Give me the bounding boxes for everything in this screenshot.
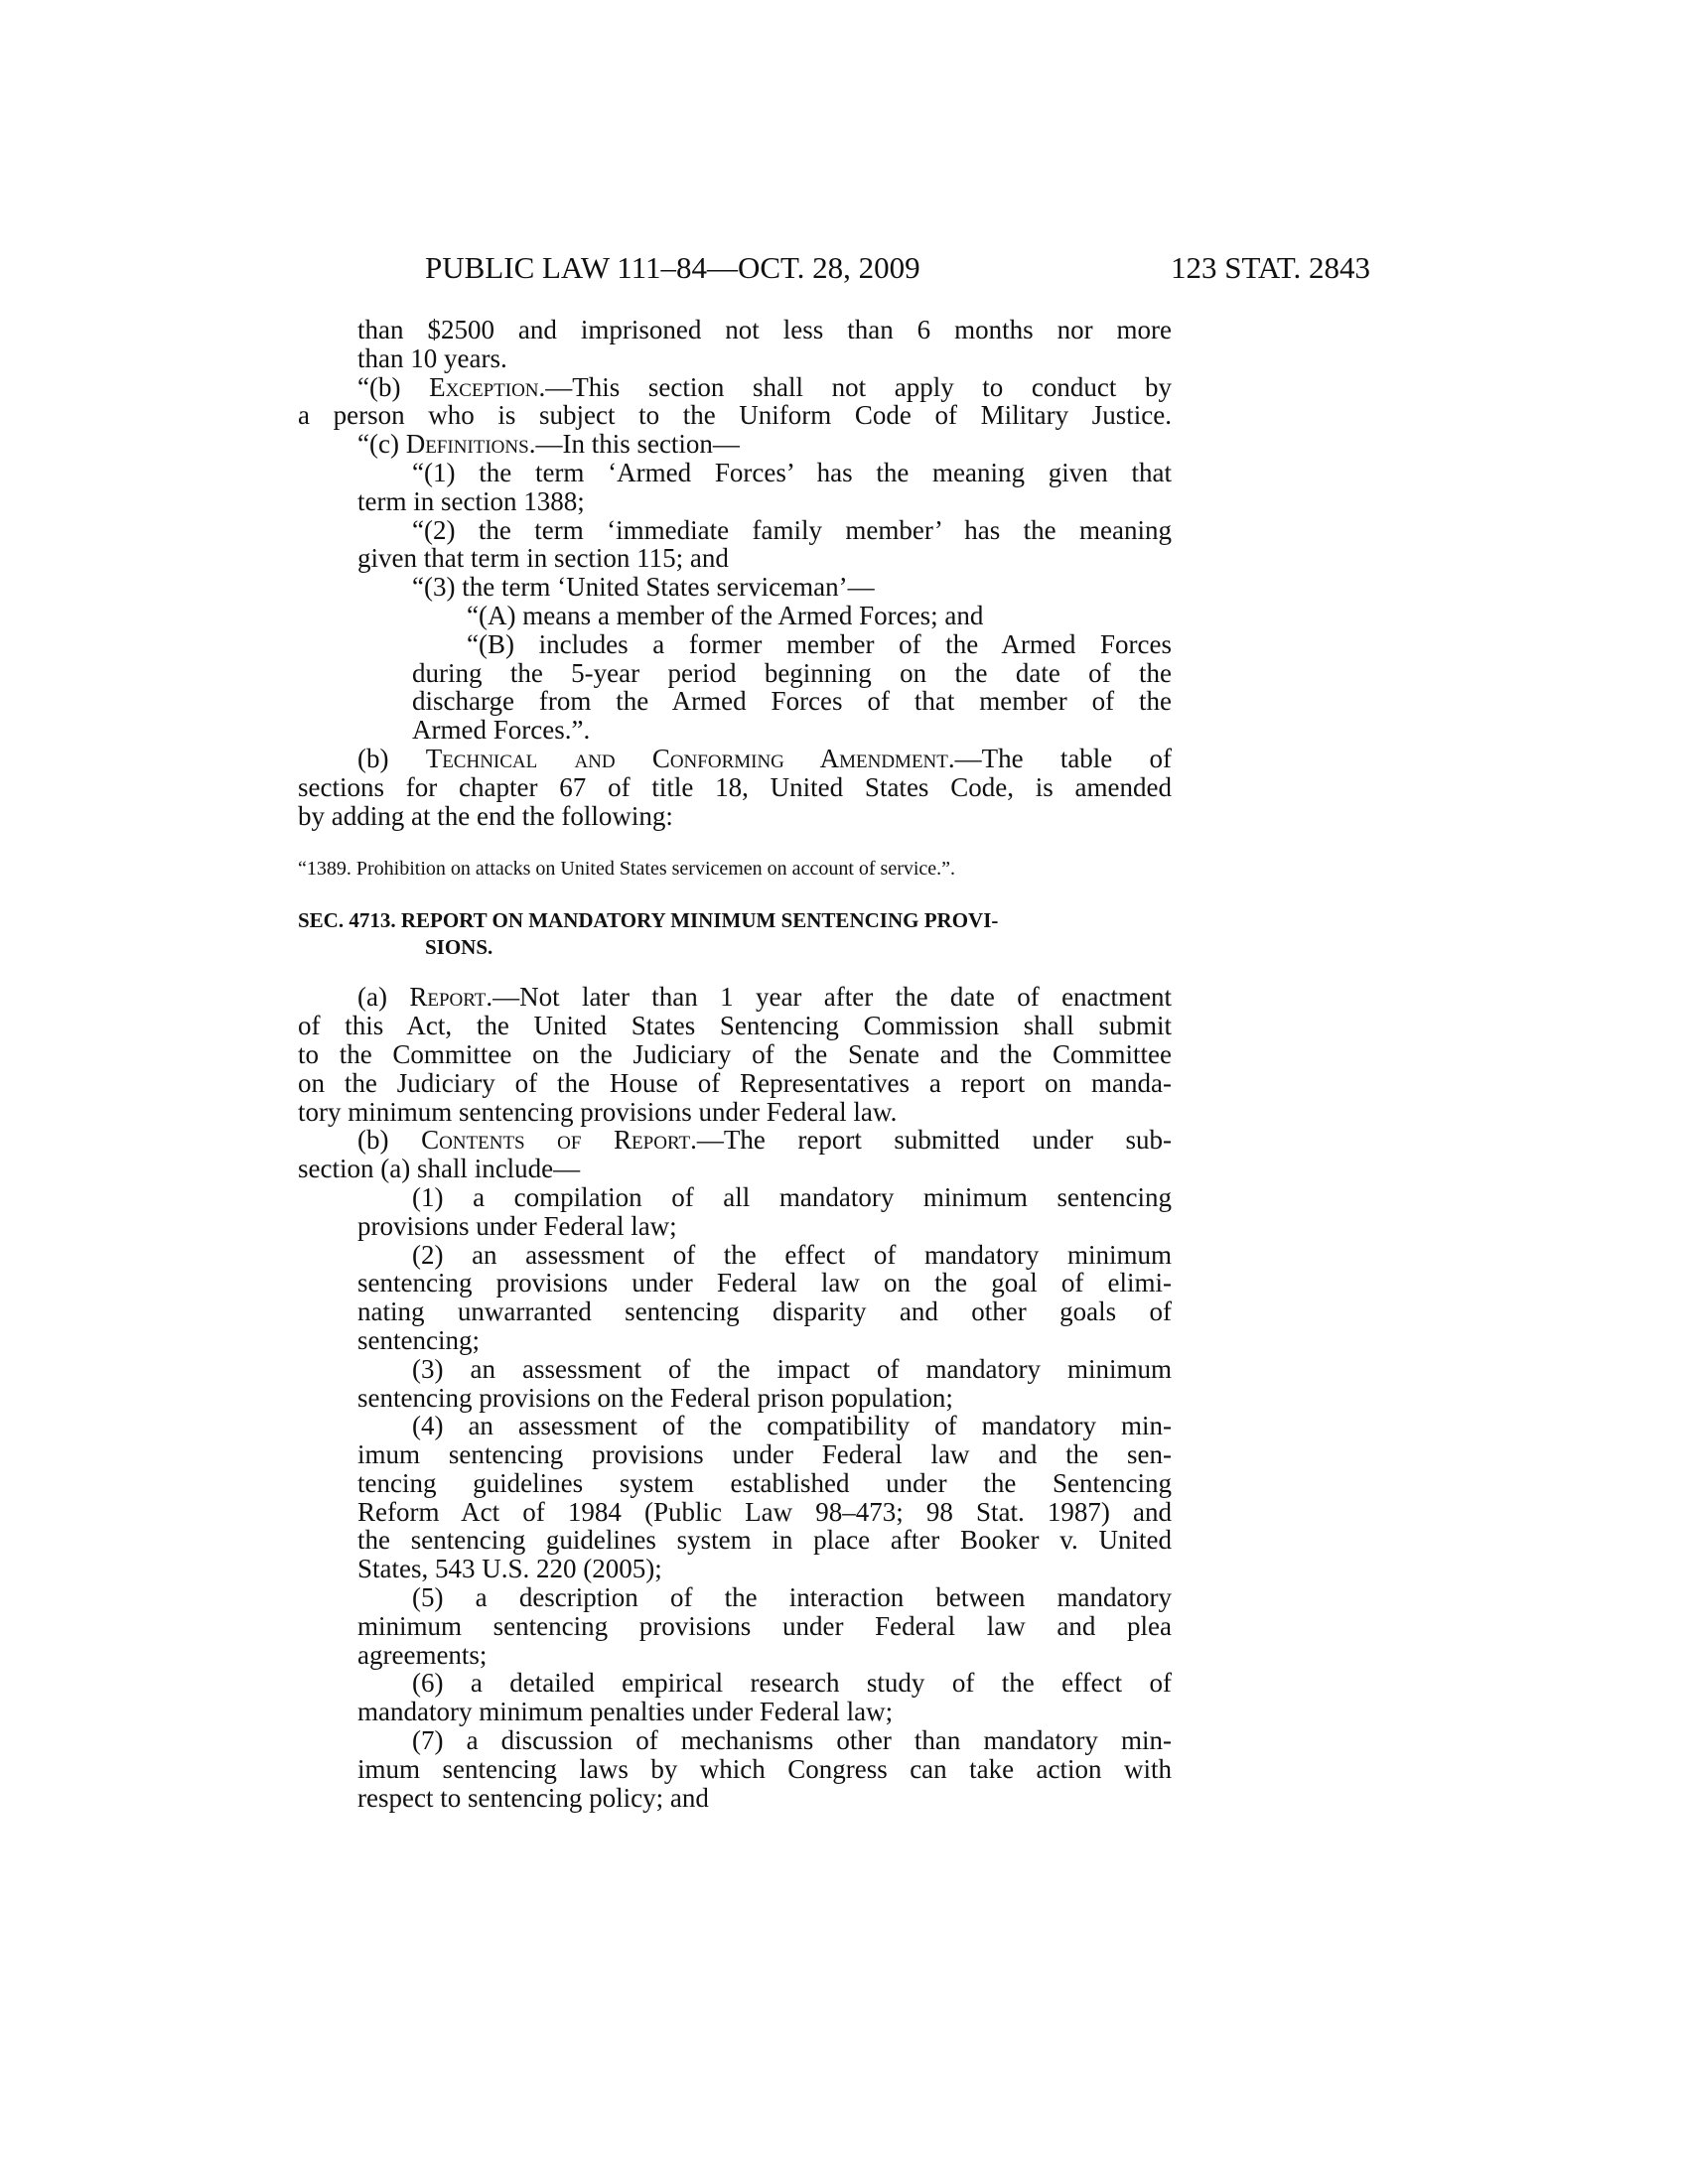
- text-line: Reform Act of 1984 (Public Law 98–473; 98 Stat. 1987) and: [357, 1496, 1172, 1527]
- paragraph-line: “(3) the term ‘United States serviceman’—: [412, 572, 875, 603]
- text-line: of this Act, the United States Sentencing Commission shall submit: [298, 1011, 1172, 1041]
- text-line: on the Judiciary of the House of Representatives a report on manda-: [298, 1067, 1172, 1098]
- stat-page-reference: 123 STAT. 2843: [1170, 250, 1370, 285]
- subsection-heading: Definitions: [405, 429, 529, 460]
- section-heading: [298, 907, 1172, 961]
- paragraph-line: “(1) the term ‘Armed Forces’ has the meaning given that: [412, 457, 1172, 487]
- text-line: given that term in section 115; and: [357, 543, 729, 574]
- subsection-heading: Contents of Report: [421, 1125, 691, 1156]
- paragraph-line: (1) a compilation of all mandatory minimum sentencing: [412, 1181, 1172, 1212]
- text-line: to the Committee on the Judiciary of the Senate and the Committee: [298, 1038, 1172, 1069]
- text-line: sentencing;: [357, 1324, 480, 1355]
- subsection-text: .—The report submitted under sub-: [690, 1125, 1173, 1156]
- subsection-label: (a): [357, 982, 387, 1013]
- text-line: sections for chapter 67 of title 18, United States Code, is amended: [298, 771, 1172, 802]
- subsection-heading: Report: [409, 982, 487, 1013]
- text-line: imum sentencing provisions under Federal law and the sen-: [357, 1439, 1172, 1470]
- text-line: imum sentencing laws by which Congress can take action with: [357, 1753, 1172, 1784]
- text-line: the sentencing guidelines system in place after Booker v. United: [357, 1525, 1172, 1556]
- subsection-label: “(b): [357, 371, 401, 402]
- table-of-sections-entry: “1389. Prohibition on attacks on United States servicemen on account of service.”.: [298, 858, 956, 881]
- subsection-text: .—This section shall not apply to conduct by: [538, 371, 1173, 402]
- subsection-label: (b): [357, 1125, 389, 1156]
- text-line: Armed Forces.”.: [412, 715, 591, 746]
- text-line: sentencing provisions under Federal law on the goal of elimi-: [357, 1268, 1172, 1298]
- paragraph-line: (6) a detailed empirical research study of the effect of: [412, 1668, 1172, 1699]
- subsection-text: .—Not later than 1 year after the date of enactment: [486, 982, 1173, 1013]
- text-line: section (a) shall include—: [298, 1154, 581, 1184]
- text-line: mandatory minimum penalties under Federal law;: [357, 1697, 894, 1727]
- text-line: by adding at the end the following:: [298, 800, 673, 831]
- subsection-heading: Technical and Conforming Amendment: [425, 743, 948, 773]
- text-line: than 10 years.: [357, 342, 507, 373]
- subsection-text: .—In this section—: [528, 429, 740, 460]
- text-line: nating unwarranted sentencing disparity and other goals of: [357, 1297, 1172, 1327]
- running-head: PUBLIC LAW 111–84—OCT. 28, 2009: [425, 250, 920, 285]
- text-line: provisions under Federal law;: [357, 1210, 677, 1241]
- text-line: respect to sentencing policy; and: [357, 1782, 709, 1813]
- document-body: [298, 316, 1172, 1812]
- subparagraph-line: “(B) includes a former member of the Armed Forces: [467, 628, 1172, 659]
- subsection-heading: Exception: [429, 371, 539, 402]
- text-line: tory minimum sentencing provisions under Federal law.: [298, 1096, 898, 1127]
- subsection-label: “(c): [357, 429, 399, 460]
- text-line: States, 543 U.S. 220 (2005);: [357, 1554, 662, 1584]
- subsection-definitions: [298, 430, 1172, 459]
- text-line: sentencing provisions on the Federal prison population;: [357, 1382, 953, 1413]
- subsection-text: .—The table of: [947, 743, 1172, 773]
- paragraph-line: (2) an assessment of the effect of mandatory minimum: [412, 1239, 1172, 1270]
- subparagraph-line: “(A) means a member of the Armed Forces; and: [467, 600, 984, 630]
- subsection-contents-of-report: [298, 1126, 1172, 1155]
- paragraph-line: (3) an assessment of the impact of mandatory minimum: [412, 1353, 1172, 1384]
- text-line: than $2500 and imprisoned not less than 6 months nor more: [357, 315, 1172, 344]
- text-line: term in section 1388;: [357, 485, 585, 516]
- text-line: tencing guidelines system established under the Sentencing: [357, 1467, 1172, 1498]
- section-heading-line: SIONS.: [425, 935, 493, 960]
- subsection-exception: [298, 373, 1172, 402]
- subsection-technical-amendment: [298, 745, 1172, 773]
- subsection-report: [298, 983, 1172, 1012]
- text-line: discharge from the Armed Forces of that member of the: [412, 686, 1172, 717]
- page-header: [298, 248, 1370, 288]
- text-line: during the 5-year period beginning on the date of the: [412, 657, 1172, 688]
- paragraph-line: “(2) the term ‘immediate family member’ has the meaning: [412, 514, 1172, 545]
- subsection-label: (b): [357, 743, 389, 773]
- paragraph-line: (4) an assessment of the compatibility of mandatory min-: [412, 1411, 1172, 1441]
- paragraph-line: (7) a discussion of mechanisms other than mandatory min-: [412, 1725, 1172, 1756]
- section-heading-line: SEC. 4713. REPORT ON MANDATORY MINIMUM SENTENCING PROVI-: [298, 908, 999, 933]
- text-line: a person who is subject to the Uniform Code of Military Justice.: [298, 400, 1172, 431]
- text-line: minimum sentencing provisions under Federal law and plea: [357, 1610, 1172, 1641]
- text-line: agreements;: [357, 1639, 488, 1670]
- paragraph-line: (5) a description of the interaction between mandatory: [412, 1582, 1172, 1613]
